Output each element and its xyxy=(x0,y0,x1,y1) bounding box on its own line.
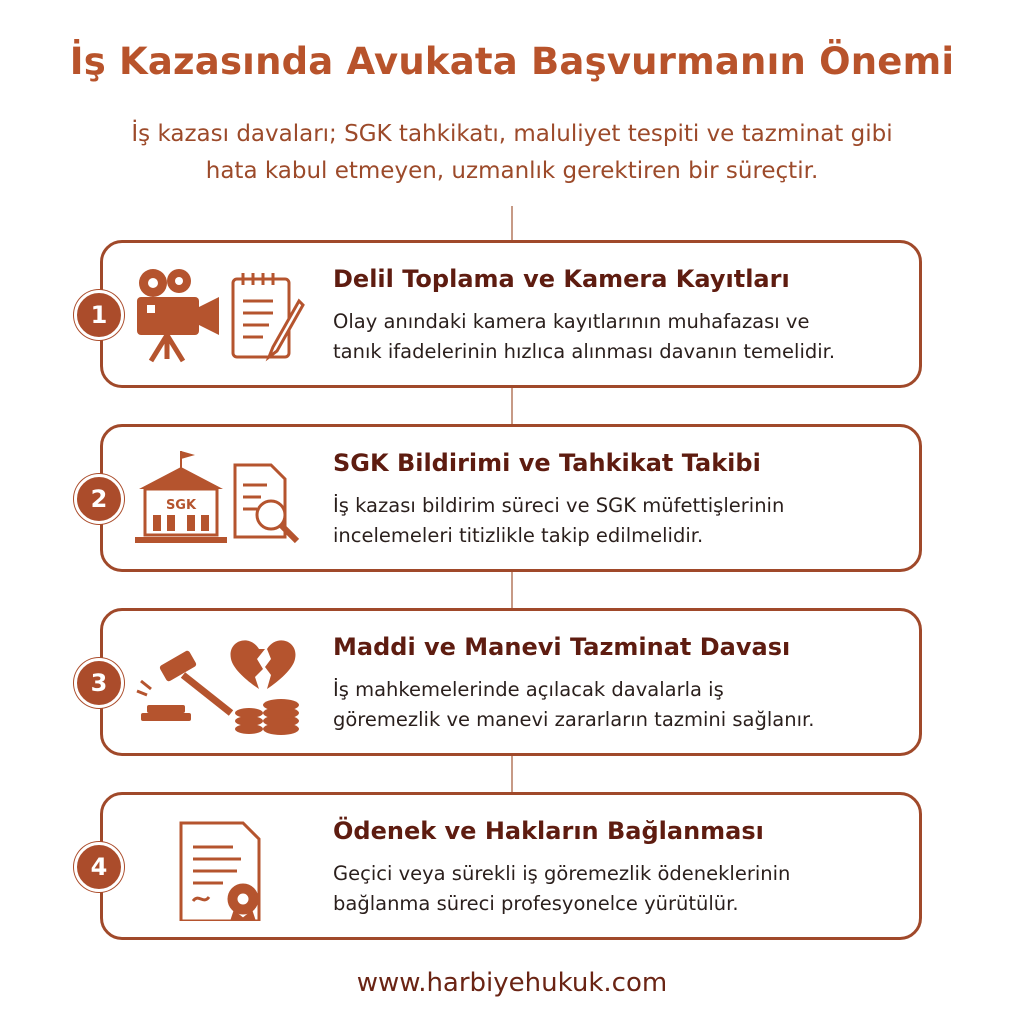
step-1-icons xyxy=(131,261,311,369)
step-4-title: Ödenek ve Hakların Bağlanması xyxy=(333,817,764,845)
step-2-icons xyxy=(131,445,311,553)
step-number-4: 4 xyxy=(74,842,124,892)
sgk-building-icon xyxy=(135,451,227,543)
broken-heart-icon xyxy=(231,640,296,689)
page-subtitle xyxy=(112,116,912,190)
step-card-2 xyxy=(100,424,922,572)
step-number-3: 3 xyxy=(74,658,124,708)
video-camera-icon xyxy=(137,269,219,361)
step-number-1: 1 xyxy=(74,290,124,340)
step-1-title: Delil Toplama ve Kamera Kayıtları xyxy=(333,265,790,293)
document-search-icon xyxy=(235,465,297,541)
gavel-icon xyxy=(137,650,231,721)
sgk-building-label: SGK xyxy=(165,498,197,513)
step-4-desc-line-2: bağlanma süreci profesyonelce yürütülür. xyxy=(333,892,739,915)
clipboard-pen-icon xyxy=(233,273,303,357)
subtitle-line-1: İş kazası davaları; SGK tahkikatı, maluliyet tespiti ve tazminat gibi xyxy=(131,121,893,147)
step-4-desc-line-1: Geçici veya sürekli iş göremezlik ödeneklerinin xyxy=(333,862,791,885)
certificate-icon xyxy=(181,823,259,921)
page-title: İş Kazasında Avukata Başvurmanın Önemi xyxy=(69,40,955,83)
step-card-3 xyxy=(100,608,922,756)
step-1-desc-line-1: Olay anındaki kamera kayıtlarının muhafazası ve xyxy=(333,310,810,333)
step-2-title: SGK Bildirimi ve Tahkikat Takibi xyxy=(333,449,761,477)
step-3-description xyxy=(333,675,918,735)
step-3-icons xyxy=(131,629,311,737)
step-card-1 xyxy=(100,240,922,388)
step-4-icons xyxy=(131,813,311,921)
step-2-desc-line-1: İş kazası bildirim süreci ve SGK müfettişlerinin xyxy=(333,494,785,517)
step-3-desc-line-2: göremezlik ve manevi zararların tazmini sağlanır. xyxy=(333,708,815,731)
step-number-2: 2 xyxy=(74,474,124,524)
step-3-desc-line-1: İş mahkemelerinde açılacak davalarla iş xyxy=(333,678,724,701)
step-2-desc-line-2: incelemeleri titizlikle takip edilmelidir. xyxy=(333,524,704,547)
step-4-description xyxy=(333,859,918,919)
subtitle-line-2: hata kabul etmeyen, uzmanlık gerektiren bir süreçtir. xyxy=(205,158,819,184)
step-card-4 xyxy=(100,792,922,940)
step-2-description xyxy=(333,491,918,551)
coin-stack-icon xyxy=(235,699,299,735)
step-3-title: Maddi ve Manevi Tazminat Davası xyxy=(333,633,791,661)
step-1-description xyxy=(333,307,918,367)
website-url[interactable]: www.harbiyehukuk.com xyxy=(356,968,668,998)
step-1-desc-line-2: tanık ifadelerinin hızlıca alınması davanın temelidir. xyxy=(333,340,836,363)
